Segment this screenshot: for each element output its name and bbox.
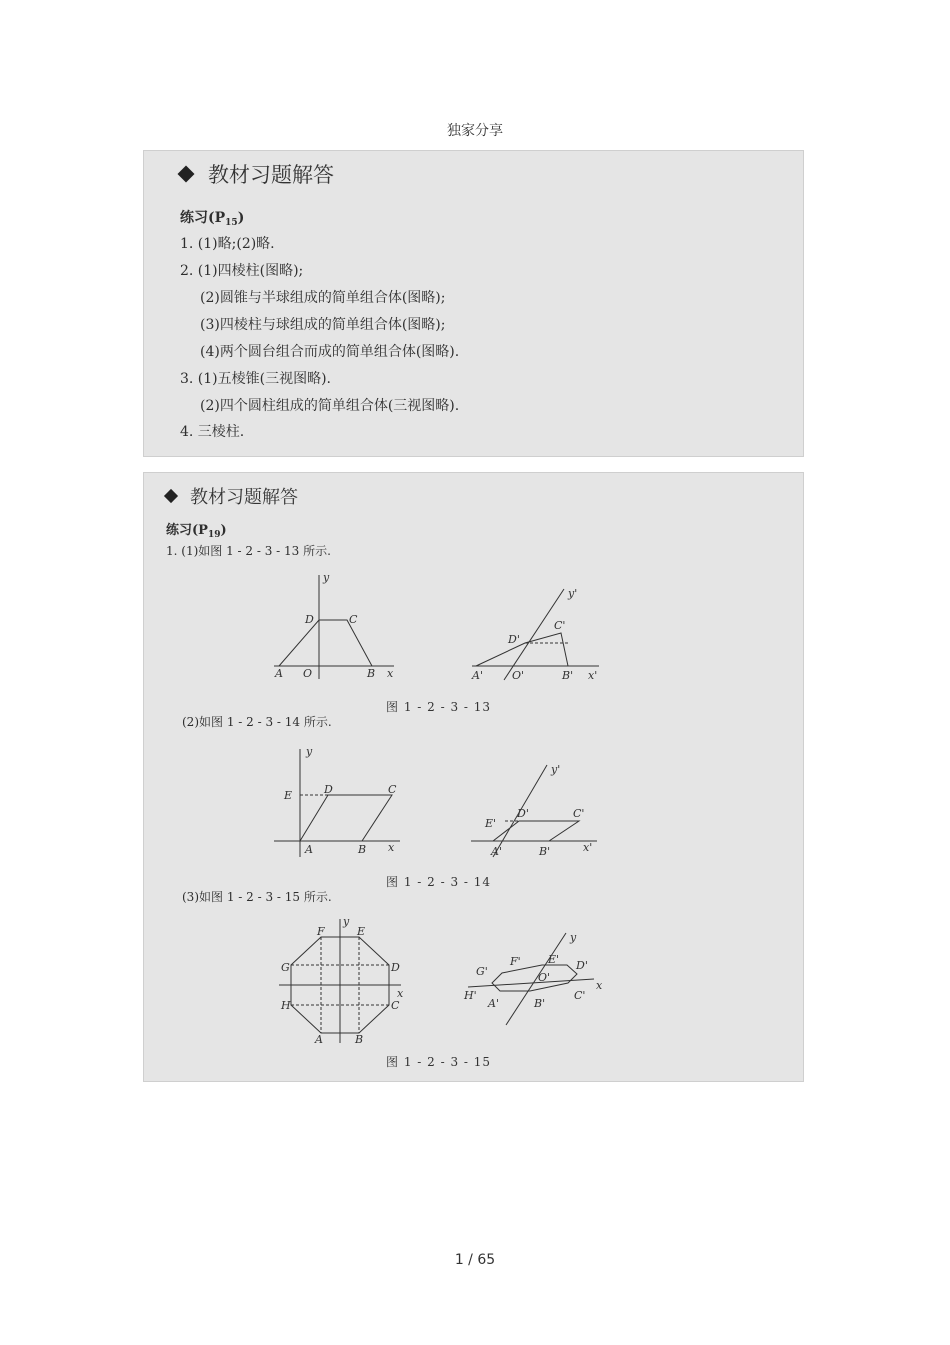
point-label: A' xyxy=(491,845,502,858)
point-label: C xyxy=(349,613,358,626)
point-label: B' xyxy=(562,669,574,682)
axis-label: x' xyxy=(588,669,598,682)
axis-label: y' xyxy=(551,763,561,776)
axis-label: y xyxy=(323,571,330,584)
axis-label: y xyxy=(306,745,313,758)
quadrilateral-abcd-prime xyxy=(476,633,568,666)
page-header: 独家分享 xyxy=(447,123,503,139)
heading-text: 练习(P xyxy=(166,523,208,538)
point-label: B' xyxy=(534,997,546,1010)
parallelogram-abcd-prime xyxy=(493,821,579,841)
y-axis-line xyxy=(506,933,566,1025)
point-label: F xyxy=(317,925,325,938)
answer-line: (2)如图 1 - 2 - 3 - 14 所示. xyxy=(182,715,332,729)
axis-label: x xyxy=(387,667,394,680)
answer-line: (2)四个圆柱组成的简单组合体(三视图略). xyxy=(200,398,460,414)
point-label: A xyxy=(315,1033,323,1046)
point-label: A xyxy=(275,667,283,680)
axis-label: x xyxy=(388,841,395,854)
point-label: C' xyxy=(554,619,566,632)
answer-line: 1. (1)略;(2)略. xyxy=(180,236,275,252)
page-number: 1 / 65 xyxy=(454,1252,496,1268)
point-label: C' xyxy=(573,807,585,820)
figure-caption: 图 1 - 2 - 3 - 15 xyxy=(386,1055,492,1069)
point-label: D xyxy=(391,961,400,974)
point-label: D xyxy=(324,783,333,796)
axis-label: x xyxy=(596,979,603,992)
point-label: B xyxy=(358,843,367,856)
diamond-bullet-icon xyxy=(164,489,178,503)
point-label: B xyxy=(367,667,376,680)
answer-panel-1 xyxy=(143,150,804,457)
point-label: E xyxy=(284,789,293,802)
exercise-heading xyxy=(180,207,244,228)
point-label: B xyxy=(355,1033,364,1046)
axis-label: y xyxy=(343,915,350,928)
point-label: E xyxy=(357,925,366,938)
answer-line: (4)两个圆台组合而成的简单组合体(图略). xyxy=(200,344,460,360)
figure-13-intuitive xyxy=(464,585,604,683)
point-label: O' xyxy=(538,971,551,984)
point-label: O' xyxy=(512,669,525,682)
axis-label: x' xyxy=(583,841,593,854)
point-label: A' xyxy=(472,669,483,682)
figure-13-original xyxy=(269,571,399,681)
heading-text: 练习(P xyxy=(180,210,226,226)
point-label: H' xyxy=(464,989,477,1002)
figure-caption: 图 1 - 2 - 3 - 14 xyxy=(386,875,492,889)
answer-line: 1. (1)如图 1 - 2 - 3 - 13 所示. xyxy=(166,544,331,558)
figure-caption: 图 1 - 2 - 3 - 13 xyxy=(386,700,492,714)
point-label: B' xyxy=(539,845,551,858)
figure-14-intuitive xyxy=(469,761,604,861)
octagon-abcdefgh-prime xyxy=(492,965,577,991)
point-label: A xyxy=(305,843,313,856)
point-label: C' xyxy=(574,989,586,1002)
point-label: E' xyxy=(485,817,497,830)
axis-label: y xyxy=(570,931,577,944)
point-label: F' xyxy=(510,955,521,968)
answer-line: 4. 三棱柱. xyxy=(180,424,245,440)
point-label: A' xyxy=(488,997,499,1010)
point-label: O xyxy=(303,667,313,680)
panel-title xyxy=(166,483,298,509)
quadrilateral-abcd xyxy=(279,620,372,666)
answer-line: (2)圆锥与半球组成的简单组合体(图略); xyxy=(200,290,446,306)
answer-line: 2. (1)四棱柱(图略); xyxy=(180,263,304,279)
diamond-bullet-icon xyxy=(178,166,195,183)
heading-end: ) xyxy=(237,210,245,226)
parallelogram-abcd xyxy=(300,795,392,841)
figure-15-original xyxy=(279,915,409,1047)
point-label: H xyxy=(281,999,291,1012)
answer-panel-2 xyxy=(143,472,804,1082)
answer-line: (3)如图 1 - 2 - 3 - 15 所示. xyxy=(182,890,332,904)
axis-label: y' xyxy=(568,587,578,600)
point-label: D' xyxy=(576,959,588,972)
panel-title-text: 教材习题解答 xyxy=(208,163,334,187)
point-label: C xyxy=(388,783,397,796)
point-label: C xyxy=(391,999,400,1012)
panel-title-text: 教材习题解答 xyxy=(190,487,298,508)
point-label: D xyxy=(305,613,314,626)
figure-14-original xyxy=(272,745,407,860)
answer-line: 3. (1)五棱锥(三视图略). xyxy=(180,371,332,387)
point-label: D' xyxy=(508,633,520,646)
heading-page-sub: 19 xyxy=(207,530,221,540)
panel-title xyxy=(180,159,334,189)
heading-end: ) xyxy=(220,523,227,538)
point-label: E' xyxy=(548,953,560,966)
exercise-heading xyxy=(166,519,227,540)
point-label: D' xyxy=(517,807,529,820)
answer-line: (3)四棱柱与球组成的简单组合体(图略); xyxy=(200,317,446,333)
axis-label: x xyxy=(397,987,404,1000)
heading-page-sub: 15 xyxy=(225,218,238,228)
point-label: G xyxy=(281,961,290,974)
figure-15-intuitive xyxy=(462,929,610,1029)
point-label: G' xyxy=(476,965,488,978)
